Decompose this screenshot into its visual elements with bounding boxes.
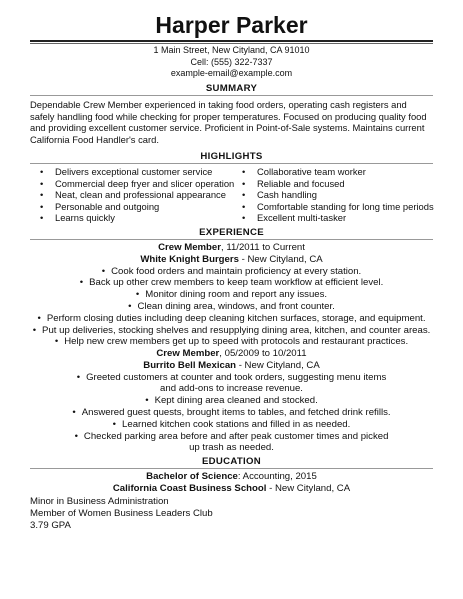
- header-divider: [30, 40, 433, 42]
- highlights-left-list: [40, 166, 234, 224]
- education-heading: EDUCATION: [201, 456, 262, 467]
- job-entry: [30, 242, 433, 348]
- list-item: • Kept dining area cleaned and stocked.: [145, 395, 318, 407]
- candidate-name: Harper Parker: [155, 12, 308, 38]
- highlights-right-list: [242, 166, 434, 224]
- list-item: • Personable and outgoing: [40, 201, 234, 213]
- list-item: • Put up deliveries, stocking shelves and resupplying dining area, kitchen, and counter areas.: [32, 324, 431, 336]
- header-divider-thin: [30, 43, 433, 44]
- job-title: Crew Member: [156, 348, 220, 359]
- job-entry: [30, 348, 433, 454]
- list-item: • Greeted customers at counter and took orders, suggesting menu items and add-ons to increase revenue.: [76, 371, 387, 395]
- job-title: Crew Member: [158, 242, 221, 253]
- address: 1 Main Street, New Cityland, CA 91010: [153, 45, 310, 55]
- education-entry: [30, 471, 433, 495]
- summary-heading: SUMMARY: [205, 83, 258, 94]
- list-item: • Checked parking area before and after peak customer times and picked up trash as needed.: [74, 430, 389, 454]
- list-item: Member of Women Business Leaders Club: [30, 507, 213, 519]
- list-item: • Delivers exceptional customer service: [40, 166, 234, 178]
- list-item: • Clean dining area, windows, and front counter.: [128, 300, 335, 312]
- cell-phone: Cell: (555) 322-7337: [190, 56, 273, 67]
- experience-heading: EXPERIENCE: [199, 227, 264, 238]
- school-name: California Coast Business School: [112, 482, 267, 494]
- education-extras: [30, 496, 213, 531]
- list-item: • Comfortable standing for long time periods: [242, 201, 434, 213]
- education-divider: [30, 468, 433, 469]
- list-item: • Learns quickly: [40, 212, 234, 224]
- list-item: • Learned kitchen cook stations and filled in as needed.: [112, 418, 351, 430]
- highlights-heading: HIGHLIGHTS: [200, 151, 263, 162]
- school-location: - New Cityland, CA: [266, 482, 351, 494]
- list-item: Minor in Business Administration: [30, 496, 169, 507]
- list-item: • Help new crew members get up to speed with protocols and restaurant practices.: [54, 336, 409, 348]
- contact-info: [0, 45, 463, 80]
- summary-divider: [30, 95, 433, 96]
- list-item: • Neat, clean and professional appearance: [40, 189, 234, 201]
- list-item: • Reliable and focused: [242, 178, 434, 190]
- list-item: • Perform closing duties including deep cleaning kitchen surfaces, storage, and equipment.: [37, 312, 426, 324]
- experience-divider: [30, 239, 433, 240]
- company-name: White Knight Burgers: [140, 253, 239, 265]
- company-location: - New Cityland, CA: [236, 359, 320, 371]
- company-location: - New Cityland, CA: [238, 253, 323, 265]
- degree: Bachelor of Science: [146, 471, 238, 482]
- list-item: • Excellent multi-tasker: [242, 212, 434, 224]
- list-item: 3.79 GPA: [30, 519, 71, 531]
- job-dates: , 05/2009 to 10/2011: [219, 348, 307, 359]
- list-item: • Cook food orders and maintain proficiency at every station.: [101, 265, 362, 277]
- degree-field: : Accounting, 2015: [237, 471, 317, 482]
- list-item: • Answered guest quests, brought items to tables, and fetched drink refills.: [72, 406, 391, 418]
- highlights-divider: [30, 163, 433, 164]
- job-dates: , 11/2011 to Current: [221, 242, 305, 253]
- summary-text: Dependable Crew Member experienced in taking food orders, operating cash registers and safely handling food while checking for proper temperatures. Focused on producing quality food and providing excellent customer service. Proficient in Point-of-Sale systems. Maintains current California Food Handler's card.: [30, 99, 427, 145]
- list-item: • Monitor dining room and report any issues.: [135, 289, 328, 301]
- list-item: • Cash handling: [242, 189, 434, 201]
- email: example-email@example.com: [170, 68, 293, 78]
- list-item: • Commercial deep fryer and slicer operation: [40, 178, 234, 190]
- company-name: Burrito Bell Mexican: [143, 359, 237, 371]
- list-item: • Collaborative team worker: [242, 166, 434, 178]
- list-item: • Back up other crew members to keep team workflow at efficient level.: [79, 277, 384, 289]
